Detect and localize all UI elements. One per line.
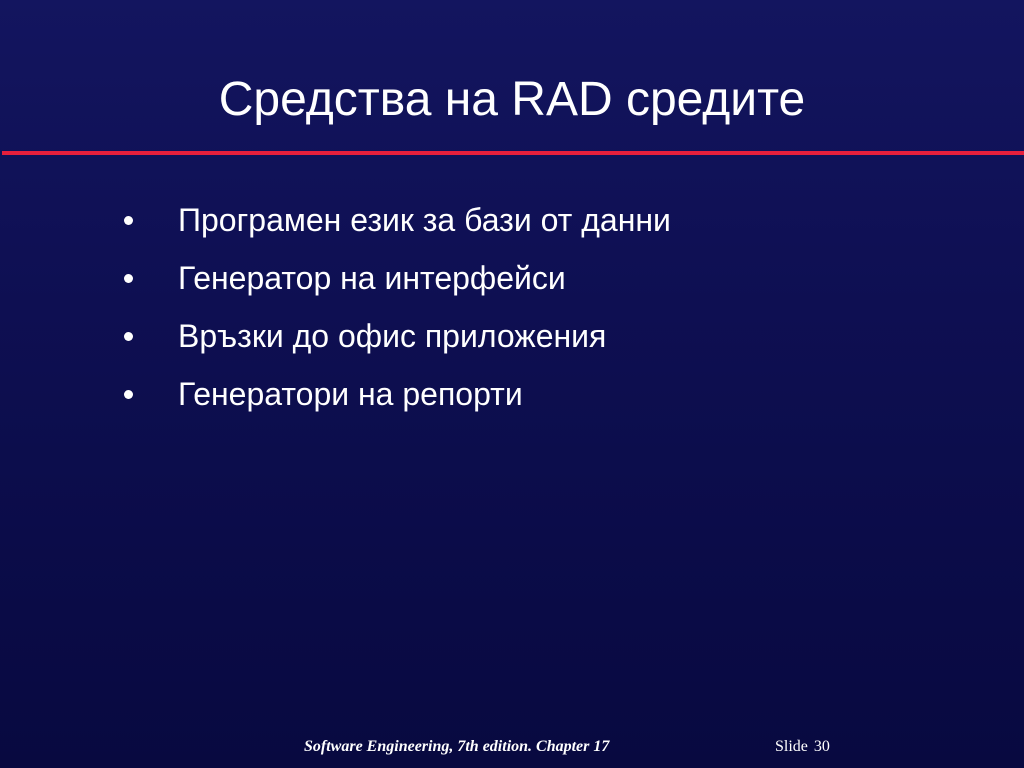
bullet-dot-icon <box>124 390 133 399</box>
slide-number: 30 <box>813 738 830 755</box>
title-divider <box>2 151 1024 155</box>
bullet-text: Генератор на интерфейси <box>178 260 566 296</box>
slide-number-footer <box>775 737 830 757</box>
bullet-list <box>120 194 1000 426</box>
bullet-dot-icon <box>124 216 133 225</box>
bullet-text: Програмен език за бази от данни <box>178 202 671 238</box>
bullet-dot-icon <box>124 332 133 341</box>
list-item <box>120 368 1000 426</box>
footer-book-title: Software Engineering, 7th edition. Chapter 17 <box>304 738 610 755</box>
list-item <box>120 252 1000 310</box>
list-item <box>120 194 1000 252</box>
slide-label: Slide <box>775 738 808 755</box>
list-item <box>120 310 1000 368</box>
bullet-dot-icon <box>124 274 133 283</box>
slide-title: Средства на RAD средите <box>218 73 806 126</box>
bullet-text: Връзки до офис приложения <box>178 318 607 354</box>
bullet-text: Генератори на репорти <box>178 376 523 412</box>
